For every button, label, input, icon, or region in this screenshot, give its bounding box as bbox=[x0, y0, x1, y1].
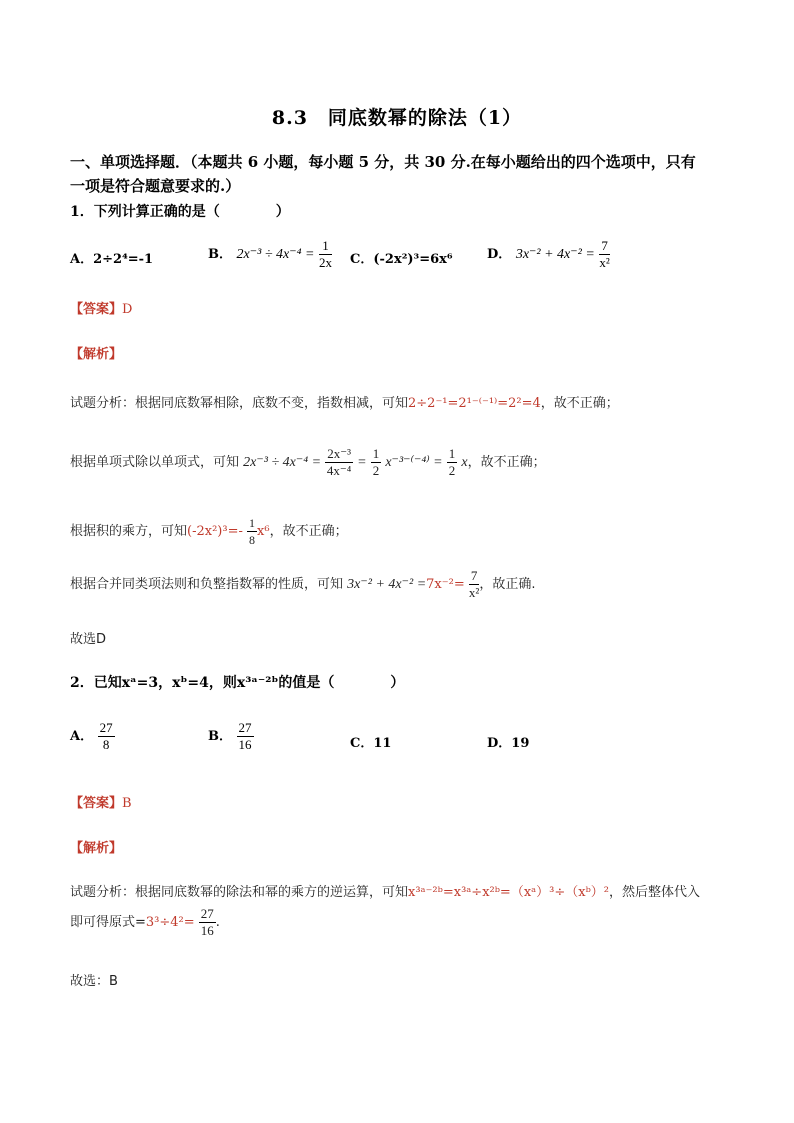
fraction-denominator: 16 bbox=[238, 737, 252, 752]
explanation-formula-2: x⁶ bbox=[257, 524, 270, 539]
fraction-numerator: 1 bbox=[372, 446, 380, 461]
q1-conclusion: 故选D bbox=[70, 632, 107, 647]
explanation-formula: (-2x²)³=- bbox=[187, 524, 243, 539]
q1-answer bbox=[70, 298, 132, 317]
q2-option-b-fraction bbox=[237, 720, 254, 753]
answer-label: 【答案】 bbox=[70, 796, 123, 811]
q2-option-a-label: A． bbox=[70, 729, 94, 744]
fraction-numerator: 27 bbox=[99, 720, 113, 735]
explanation-tail: ，然后整体代入 bbox=[609, 885, 701, 900]
explanation-text: 根据积的乘方，可知 bbox=[70, 524, 188, 539]
fraction-denominator: 2 bbox=[448, 463, 456, 478]
fraction-numerator: 1 bbox=[448, 446, 456, 461]
q1-option-a: A．2÷2⁴=-1 bbox=[70, 252, 154, 267]
explanation-fraction bbox=[247, 515, 257, 548]
fraction-numerator: 2x⁻³ bbox=[327, 446, 351, 461]
q1-explanation-2: 根据单项式除以单项式，可知 2x⁻³ ÷ 4x⁻⁴ = $\frac{\text{2x⁻³}}{\text{4x⁻⁴}}$ = $\frac{1}{2}$ x⁻³⁻⁽⁻⁴⁾ = $\frac{1}{2}$ x，故不正确； bbox=[70, 446, 546, 478]
fraction-denominator: 8 bbox=[249, 533, 256, 547]
explanation-formula: x³ᵃ⁻²ᵇ=x³ᵃ÷x²ᵇ=（xᵃ）³÷（xᵇ）² bbox=[408, 885, 610, 900]
q2-option-a-fraction bbox=[98, 720, 115, 753]
q1-explanation-1 bbox=[70, 392, 619, 411]
explanation-tail: ，故不正确； bbox=[467, 455, 546, 470]
analysis-label: 【解析】 bbox=[70, 347, 123, 362]
fraction-numerator: 7 bbox=[470, 568, 478, 583]
q2-conclusion: 故选：B bbox=[70, 974, 118, 989]
q1-option-b-fraction bbox=[319, 238, 332, 271]
explanation-formula: 3x⁻² + 4x⁻² = bbox=[347, 577, 427, 592]
q2-option-d: D．19 bbox=[487, 736, 530, 751]
explanation-fraction-3 bbox=[447, 446, 458, 479]
explanation-text: 即可得原式= bbox=[70, 915, 146, 930]
explanation-variable: x bbox=[461, 455, 468, 470]
explanation-tail: ，故正确. bbox=[479, 577, 536, 592]
explanation-formula-red: 7x⁻²= bbox=[426, 577, 465, 592]
q1-option-d-label: D． bbox=[487, 247, 512, 262]
explanation-text: 根据合并同类项法则和负整指数幂的性质，可知 bbox=[70, 577, 344, 592]
explanation-tail: . bbox=[215, 915, 220, 930]
q2-answer bbox=[70, 792, 132, 811]
q1-option-c: C．(-2x²)³=6x⁶ bbox=[350, 252, 453, 267]
analysis-label: 【解析】 bbox=[70, 841, 123, 856]
fraction-denominator: 2 bbox=[372, 463, 380, 478]
explanation-formula: 2÷2⁻¹=2¹⁻⁽⁻¹⁾=2²=4 bbox=[408, 396, 541, 411]
fraction-numerator: 27 bbox=[238, 720, 252, 735]
explanation-fraction-1 bbox=[325, 446, 353, 479]
explanation-text: 试题分析：根据同底数幂相除，底数不变，指数相减，可知 bbox=[70, 396, 409, 411]
explanation-fraction bbox=[199, 906, 216, 939]
q1-option-d bbox=[487, 238, 610, 271]
answer-label: 【答案】 bbox=[70, 302, 123, 317]
q2-explanation-2 bbox=[70, 906, 220, 939]
explanation-text: 根据单项式除以单项式，可知 bbox=[70, 455, 240, 470]
section-heading-line1: 一、单项选择题．（本题共 6 小题，每小题 5 分，共 30 分.在每小题给出的四个选项中，只有 bbox=[70, 153, 696, 171]
q1-explanation-4 bbox=[70, 568, 536, 601]
q2-option-b-label: B． bbox=[208, 729, 232, 744]
q1-option-b bbox=[208, 238, 332, 271]
answer-value: B bbox=[122, 796, 132, 811]
q2-option-b bbox=[208, 720, 254, 753]
explanation-text: 试题分析：根据同底数幂的除法和幂的乘方的逆运算，可知 bbox=[70, 885, 409, 900]
fraction-numerator: 1 bbox=[249, 516, 256, 530]
fraction-denominator: 8 bbox=[102, 737, 110, 752]
q2-stem: 2．已知xᵃ=3，xᵇ=4，则x³ᵃ⁻²ᵇ的值是（ ） bbox=[70, 675, 405, 691]
q1-option-d-expr: 3x⁻² + 4x⁻² = bbox=[515, 247, 595, 262]
explanation-formula: 3³÷4²= bbox=[145, 915, 195, 930]
explanation-formula-mid: x⁻³⁻⁽⁻⁴⁾ = bbox=[385, 455, 443, 470]
explanation-fraction bbox=[469, 568, 480, 601]
q2-explanation-1 bbox=[70, 881, 700, 900]
q1-analysis-heading bbox=[70, 343, 122, 362]
explanation-tail: ，故不正确； bbox=[269, 524, 348, 539]
fraction-denominator: x² bbox=[599, 255, 610, 270]
fraction-denominator: 2x bbox=[318, 255, 332, 270]
q2-option-a bbox=[70, 720, 115, 753]
q2-analysis-heading bbox=[70, 837, 122, 856]
fraction-numerator: 1 bbox=[319, 238, 332, 255]
fraction-numerator: 27 bbox=[200, 906, 214, 921]
fraction-numerator: 7 bbox=[601, 238, 608, 253]
q1-stem: 1．下列计算正确的是（ ） bbox=[70, 204, 290, 220]
section-heading-line2: 一项是符合题意要求的.） bbox=[70, 177, 241, 195]
q1-explanation-3 bbox=[70, 515, 348, 548]
page-title: 8.3 同底数幂的除法（1） bbox=[271, 107, 523, 129]
q1-option-d-fraction bbox=[599, 238, 610, 271]
explanation-fraction-2 bbox=[371, 446, 382, 479]
fraction-denominator: x² bbox=[468, 585, 480, 600]
fraction-denominator: 4x⁻⁴ bbox=[326, 463, 352, 478]
fraction-denominator: 16 bbox=[200, 923, 214, 938]
q2-option-c: C．11 bbox=[350, 736, 392, 751]
q1-option-b-label: B． bbox=[208, 247, 232, 262]
q1-option-b-expr: 2x⁻³ ÷ 4x⁻⁴ = bbox=[236, 247, 315, 262]
explanation-formula: 2x⁻³ ÷ 4x⁻⁴ = bbox=[243, 455, 322, 470]
answer-value: D bbox=[122, 302, 133, 317]
explanation-tail: ，故不正确； bbox=[540, 396, 619, 411]
